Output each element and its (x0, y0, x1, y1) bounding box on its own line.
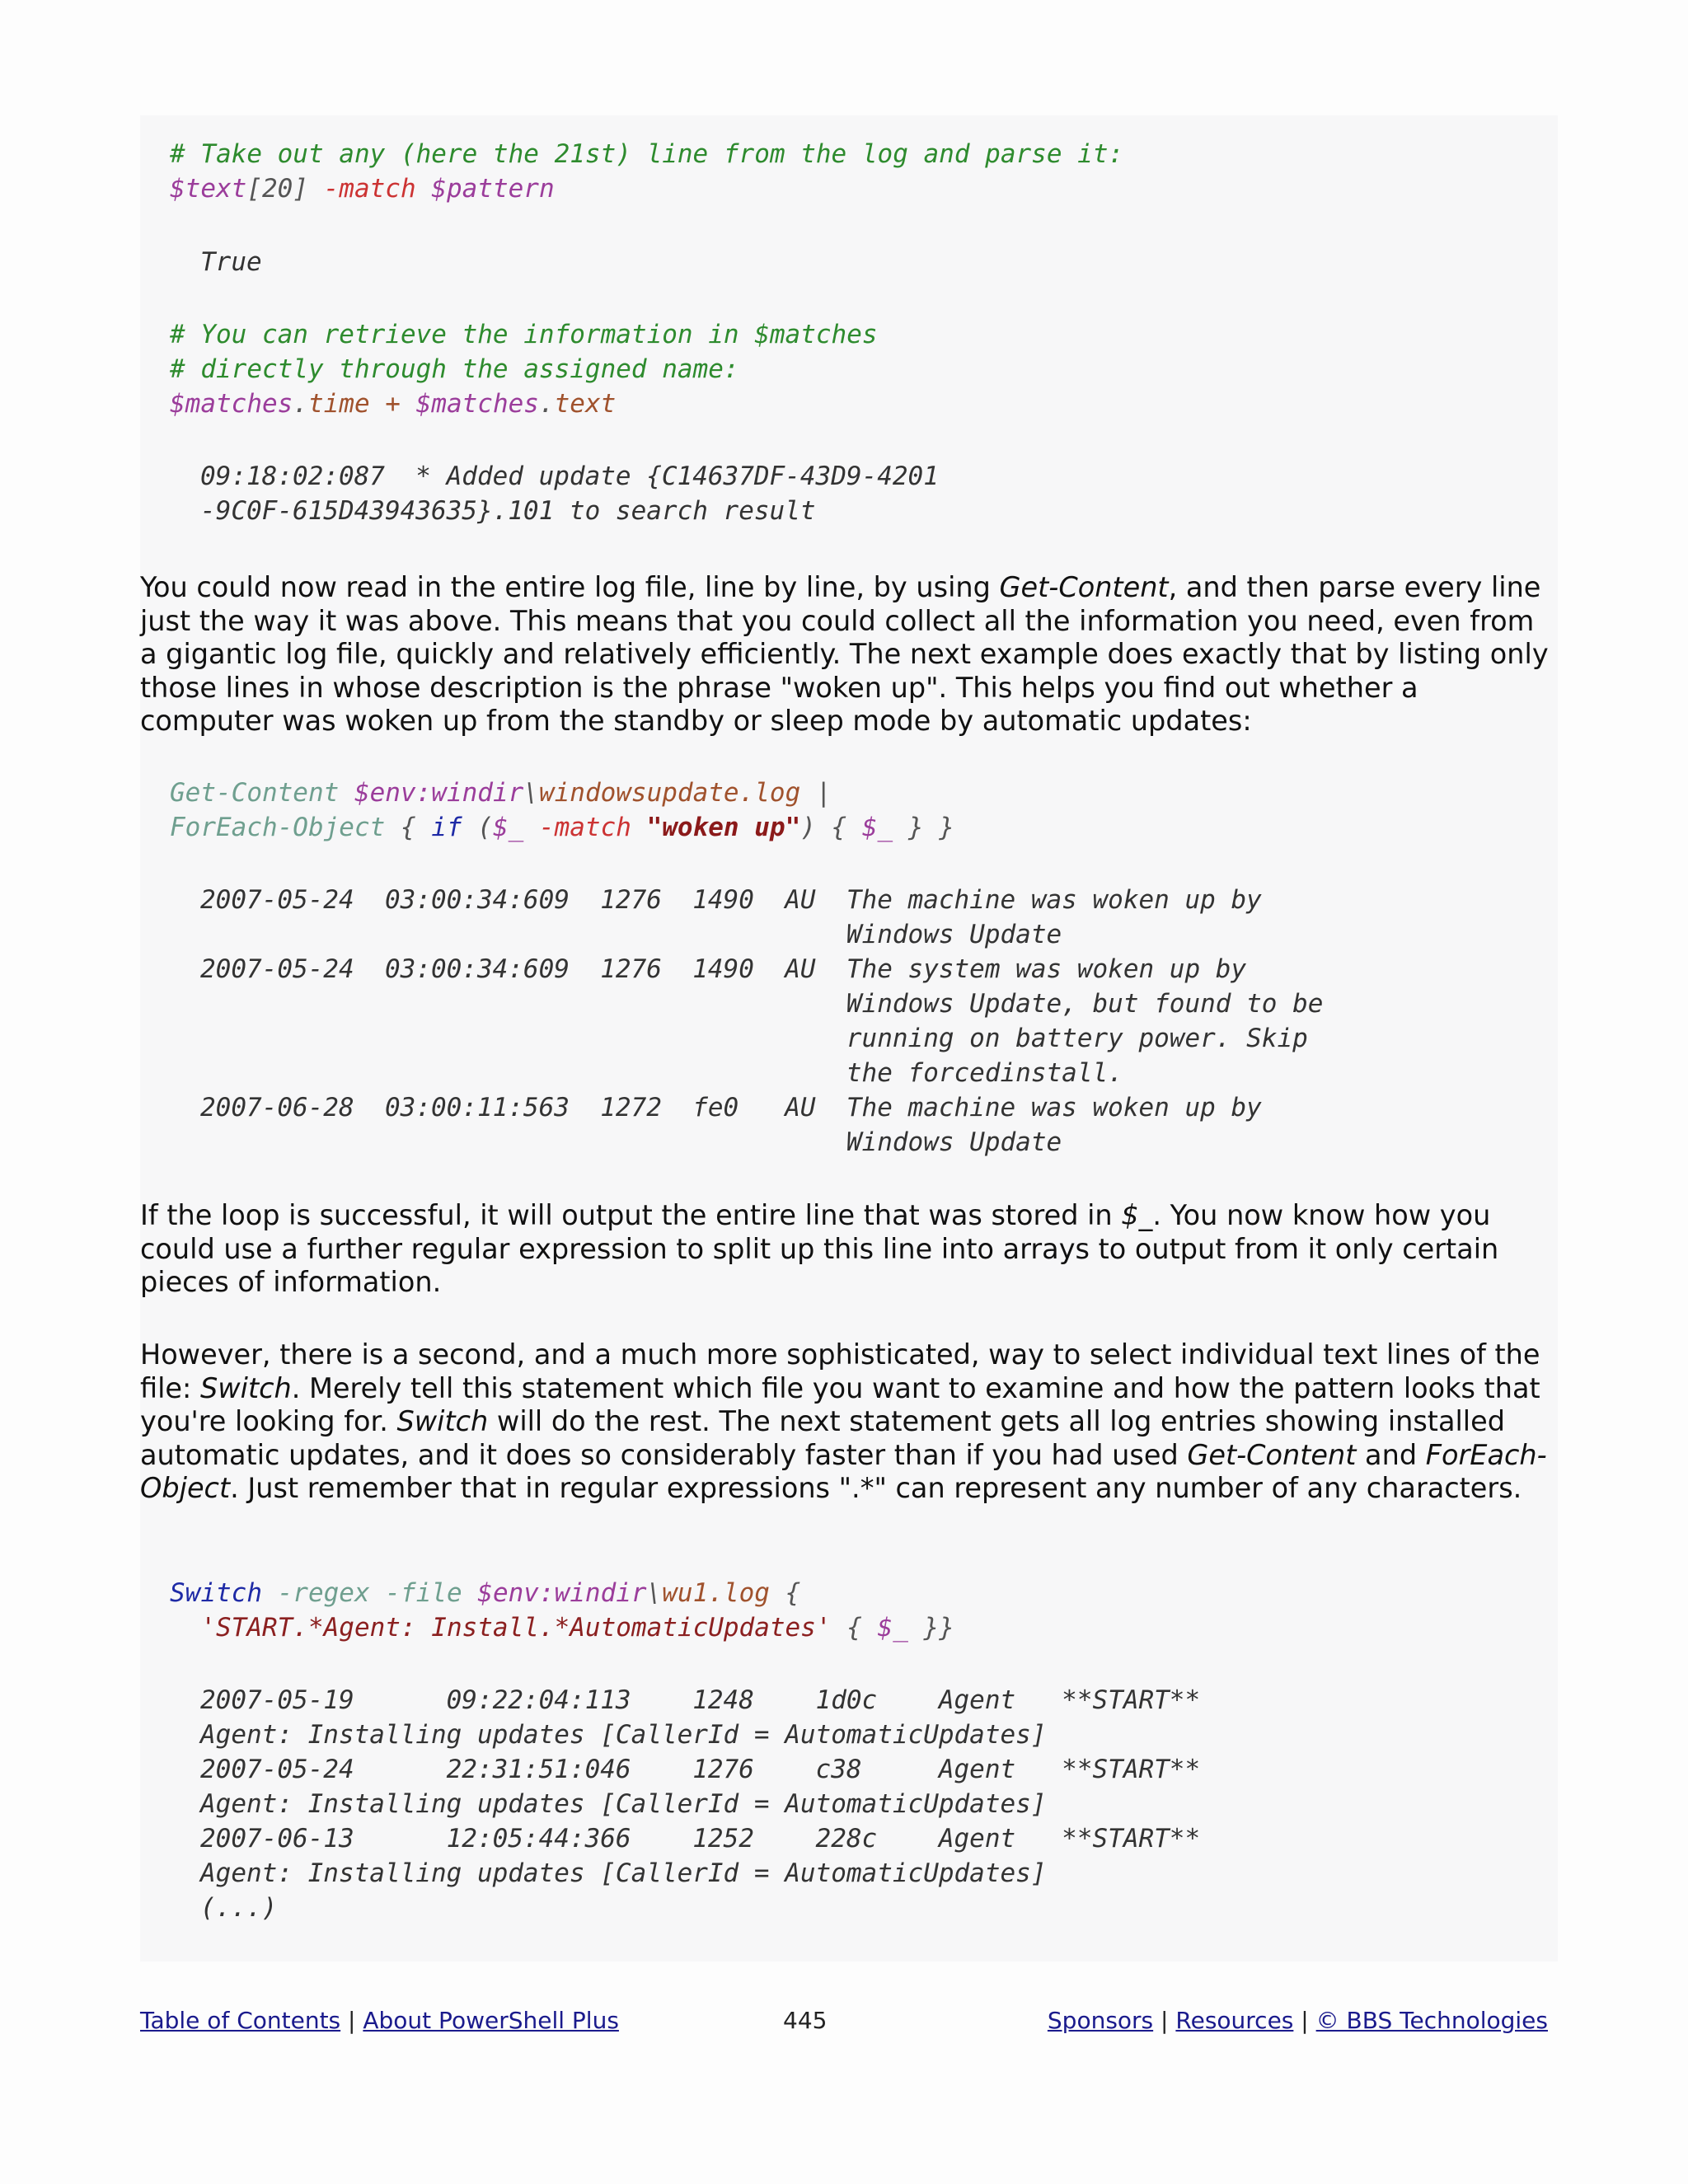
code-pipe: | (800, 778, 832, 808)
output-line: Windows Update (200, 920, 1062, 949)
code-comment: # Take out any (here the 21st) line from the log and parse it: (170, 139, 1124, 169)
code-comment: # You can retrieve the information in $matches (170, 320, 878, 349)
output-line: 2007-05-19 09:22:04:113 1248 1d0c Agent **START** (200, 1685, 1201, 1715)
code-variable: $env:windir (354, 778, 524, 808)
output-line: Agent: Installing updates [CallerId = AutomaticUpdates] (200, 1789, 1047, 1819)
code-brace: { (769, 1578, 801, 1608)
code-dot: . (538, 389, 555, 419)
code-parameters: -regex -file (261, 1578, 478, 1608)
text-run: , and then parse every line just the way it was above. This means that you could collect all the information you need, even from a gigantic log file, quickly and relatively efficiently. The next example does exactly that by listing only those lines in whose description is the phrase "woken up". This helps you find out whether a computer was woken up from the standby or sleep mode by automatic updates: (140, 571, 1549, 737)
output-line: the forcedinstall. (200, 1058, 1123, 1088)
code-brace: { (831, 1613, 878, 1643)
code-brace: }} (907, 1613, 954, 1643)
text-run: . Merely tell this statement which file you want to examine and how the pattern looks that you're looking for. (140, 1371, 1540, 1437)
code-output-matches (200, 459, 939, 528)
output-line: 2007-05-24 03:00:34:609 1276 1490 AU The system was woken up by (200, 954, 1247, 984)
text-run: If the loop is successful, it will output the entire line that was stored in (140, 1199, 1122, 1231)
emphasis: Get-Content (1187, 1438, 1357, 1471)
footer-separator: | (1153, 2007, 1176, 2034)
code-cmdlet: ForEach-Object (170, 813, 386, 842)
code-cmdlet: Get-Content (170, 778, 354, 808)
code-output-line: 09:18:02:087 * Added update {C14637DF-43D9-4201 (200, 462, 939, 491)
footer-link-about-powershell-plus[interactable]: About PowerShell Plus (363, 2007, 619, 2034)
code-property: text (554, 389, 617, 419)
paragraph-switch (140, 1338, 1558, 1506)
code-variable: $_ (877, 1613, 908, 1643)
code-output-line: True (200, 247, 262, 277)
text-run: . You now know how you could use a further regular expression to split up this line into arrays to output from it only certain pieces of information. (140, 1199, 1499, 1298)
output-line: (...) (200, 1893, 278, 1923)
text-run: . Just remember that in regular expressions ".*" can represent any number of any characters. (230, 1472, 1522, 1504)
code-operator: -match (523, 813, 647, 842)
code-variable: $pattern (431, 174, 555, 204)
code-string: "woken up" (646, 813, 801, 842)
footer-left (140, 2004, 619, 2037)
code-separator: \ (523, 778, 539, 808)
code-variable: $matches (415, 389, 539, 419)
code-operator: -match (307, 174, 432, 204)
footer-separator: | (340, 2007, 363, 2034)
code-block-regex-match (170, 137, 1123, 206)
code-variable: $text (170, 174, 247, 204)
output-line: running on battery power. Skip (200, 1024, 1308, 1053)
paragraph-get-content (140, 571, 1558, 738)
code-index: [20] (246, 174, 308, 204)
footer-link-table-of-contents[interactable]: Table of Contents (140, 2007, 341, 2034)
output-line: Windows Update (200, 1127, 1062, 1157)
code-output-line: -9C0F-615D43943635}.101 to search result (200, 496, 816, 526)
emphasis: Get-Content (999, 571, 1169, 603)
code-path: windowsupdate.log (538, 778, 801, 808)
code-property: time + (307, 389, 416, 419)
code-string: 'START.*Agent: Install.*AutomaticUpdates' (200, 1613, 832, 1643)
code-path: wu1.log (662, 1578, 770, 1608)
footer-separator: | (1293, 2007, 1316, 2034)
code-output-true (200, 245, 262, 279)
output-line: Windows Update, but found to be (200, 989, 1324, 1019)
emphasis: Switch (396, 1405, 489, 1437)
footer-link-resources[interactable]: Resources (1175, 2007, 1294, 2034)
footer-link-sponsors[interactable]: Sponsors (1047, 2007, 1154, 2034)
output-line: 2007-05-24 03:00:34:609 1276 1490 AU The machine was woken up by (200, 885, 1262, 915)
output-line: 2007-06-13 12:05:44:366 1252 228c Agent **START** (200, 1824, 1201, 1854)
code-dot: . (293, 389, 308, 419)
output-line: 2007-05-24 22:31:51:046 1276 c38 Agent **START** (200, 1755, 1201, 1784)
code-brace: { (385, 813, 432, 842)
code-block-woken-up (170, 776, 954, 845)
footer-right (1048, 2004, 1548, 2037)
code-paren: ( (462, 813, 493, 842)
text-run: will do the rest. The next statement gets all log entries showing installed automatic updates, and it does so considerably faster than if you had used (140, 1405, 1505, 1471)
code-indent (170, 1613, 200, 1643)
code-keyword: if (431, 813, 462, 842)
code-block-switch (170, 1576, 954, 1645)
text-run: However, there is a second, and a much more sophisticated, way to select individual text lines of the file: (140, 1338, 1540, 1404)
code-comment: # directly through the assigned name: (170, 354, 739, 384)
code-brace: } } (893, 813, 954, 842)
code-variable: $_ (492, 813, 524, 842)
emphasis: $_ (1121, 1199, 1153, 1231)
code-block-matches (170, 317, 878, 421)
paragraph-loop-success (140, 1199, 1558, 1300)
output-line: Agent: Installing updates [CallerId = AutomaticUpdates] (200, 1858, 1047, 1888)
output-line: 2007-06-28 03:00:11:563 1272 fe0 AU The machine was woken up by (200, 1093, 1262, 1122)
page-number: 445 (783, 2007, 828, 2034)
text-run: and (1356, 1438, 1426, 1471)
text-run: You could now read in the entire log file, line by line, by using (140, 571, 1000, 603)
code-output-switch (200, 1683, 1200, 1925)
emphasis: ForEach-Object (140, 1438, 1547, 1504)
code-keyword: Switch (170, 1578, 262, 1608)
code-output-woken-up (200, 883, 1323, 1160)
code-variable: $_ (861, 813, 893, 842)
footer-link-bbs-technologies[interactable]: © BBS Technologies (1315, 2007, 1548, 2034)
code-separator: \ (646, 1578, 663, 1608)
code-brace: ) { (800, 813, 862, 842)
code-variable: $env:windir (477, 1578, 647, 1608)
output-line: Agent: Installing updates [CallerId = AutomaticUpdates] (200, 1720, 1047, 1750)
code-variable: $matches (170, 389, 293, 419)
emphasis: Switch (199, 1371, 292, 1404)
